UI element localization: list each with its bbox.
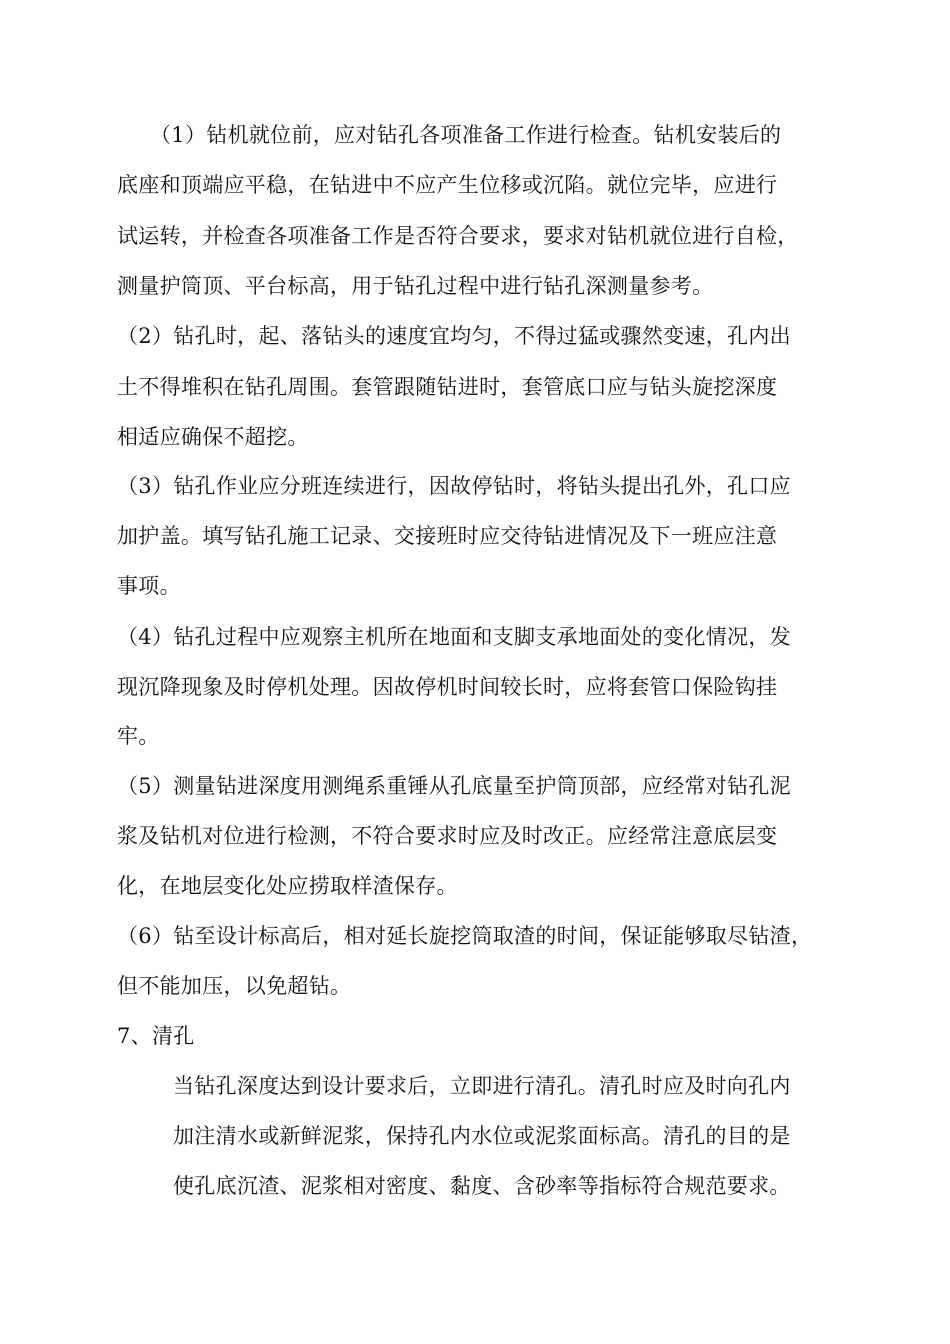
text-line: （5）测量钻进深度用测绳系重锤从孔底量至护筒顶部，应经常对钻孔泥	[117, 774, 791, 798]
text-line: 牢。	[117, 724, 160, 748]
text-line: 化，在地层变化处应捞取样渣保存。	[117, 874, 458, 898]
text-line: 现沉降现象及时停机处理。因故停机时间较长时，应将套管口保险钩挂	[117, 675, 778, 699]
text-line: 加注清水或新鲜泥浆，保持孔内水位或泥浆面标高。清孔的目的是	[173, 1124, 791, 1148]
text-line: 相适应确保不超挖。	[117, 425, 309, 449]
text-line: 加护盖。填写钻孔施工记录、交接班时应交待钻进情况及下一班应注意	[117, 524, 778, 548]
text-line: （4）钻孔过程中应观察主机所在地面和支脚支承地面处的变化情况，发	[117, 625, 791, 649]
text-line: （2）钻孔时，起、落钻头的速度宜均匀，不得过猛或骤然变速，孔内出	[117, 324, 791, 348]
text-line: （3）钻孔作业应分班连续进行，因故停钻时，将钻头提出孔外，孔口应	[117, 474, 791, 498]
text-line: 底座和顶端应平稳，在钻进中不应产生位移或沉陷。就位完毕，应进行	[117, 173, 778, 197]
text-line: 当钻孔深度达到设计要求后，立即进行清孔。清孔时应及时向孔内	[173, 1074, 791, 1098]
text-line: 试运转，并检查各项准备工作是否符合要求，要求对钻机就位进行自检，	[117, 224, 799, 248]
text-line: 测量护筒顶、平台标高，用于钻孔过程中进行钻孔深测量参考。	[117, 274, 714, 298]
text-line: （6）钻至设计标高后，相对延长旋挖筒取渣的时间，保证能够取尽钻渣，	[117, 924, 813, 948]
text-line: 事项。	[117, 574, 181, 598]
text-line: 但不能加压，以免超钻。	[117, 974, 352, 998]
text-line: 浆及钻机对位进行检测，不符合要求时应及时改正。应经常注意底层变	[117, 824, 778, 848]
text-line: 使孔底沉渣、泥浆相对密度、黏度、含砂率等指标符合规范要求。	[173, 1174, 791, 1198]
section-heading: 7、清孔	[117, 1024, 195, 1048]
text-line: 土不得堆积在钻孔周围。套管跟随钻进时，套管底口应与钻头旋挖深度	[117, 375, 778, 399]
text-line: （1）钻机就位前，应对钻孔各项准备工作进行检查。钻机安装后的	[150, 123, 782, 147]
